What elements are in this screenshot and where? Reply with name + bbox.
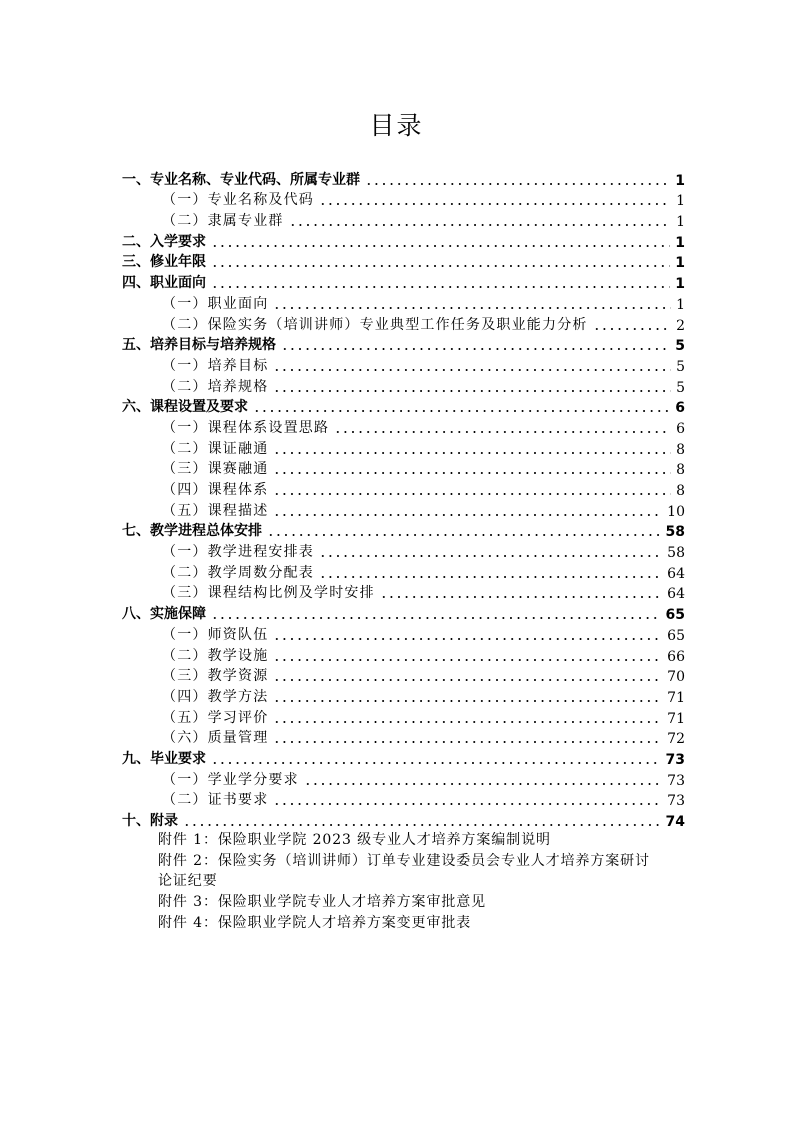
toc-entry-subsection[interactable]: [0, 416, 793, 437]
toc-entry-page-number: 65: [665, 607, 685, 624]
toc-dot-leader: [304, 772, 662, 786]
toc-entry-page-number: 5: [676, 379, 685, 396]
toc-entry-label: 五、培养目标与培养规格: [122, 337, 276, 354]
attachments-list: [0, 830, 793, 933]
toc-entry-subsection[interactable]: [0, 458, 793, 479]
toc-entry-label: （二）隶属专业群: [162, 213, 284, 230]
toc-entry-page-number: 5: [676, 358, 685, 375]
toc-dot-leader: [211, 254, 670, 268]
toc-entry-subsection[interactable]: [0, 313, 793, 334]
toc-dot-leader: [267, 523, 661, 537]
toc-entry-page-number: 72: [667, 731, 685, 748]
toc-entry-page-number: 70: [667, 669, 685, 686]
toc-entry-page-number: 1: [675, 172, 685, 189]
toc-entry-label: （二）证书要求: [162, 792, 269, 809]
toc-dot-leader: [319, 565, 662, 579]
attachment-text: 附件 1：保险职业学院 2023 级专业人才培养方案编制说明: [158, 832, 551, 848]
toc-dot-leader: [365, 172, 670, 186]
toc-entry-section[interactable]: [0, 747, 793, 768]
toc-entry-subsection[interactable]: [0, 375, 793, 396]
toc-entry-page-number: 71: [667, 689, 685, 706]
toc-entry-label: （五）课程描述: [162, 502, 269, 519]
toc-entry-label: 十、附录: [122, 813, 178, 829]
toc-entry-subsection[interactable]: [0, 189, 793, 210]
toc-dot-leader: [273, 461, 671, 475]
toc-entry-label: 一、专业名称、专业代码、所属专业群: [122, 171, 360, 188]
toc-entry-subsection[interactable]: [0, 685, 793, 706]
toc-entry-page-number: 6: [675, 400, 685, 417]
toc-entry-page-number: 8: [676, 483, 685, 499]
toc-entry-section[interactable]: [0, 809, 793, 830]
toc-entry-page-number: 10: [667, 503, 685, 520]
toc-entry-page-number: 1: [676, 214, 685, 231]
toc-dot-leader: [273, 730, 662, 744]
toc-entry-subsection[interactable]: [0, 292, 793, 313]
attachment-item[interactable]: [158, 892, 685, 913]
toc-dot-leader: [319, 192, 671, 206]
toc-dot-leader: [211, 751, 661, 765]
toc-dot-leader: [211, 606, 661, 620]
toc-entry-label: （一）专业名称及代码: [162, 192, 314, 209]
toc-entry-subsection[interactable]: [0, 789, 793, 810]
toc-dot-leader: [273, 482, 671, 496]
toc-entry-page-number: 71: [667, 710, 685, 727]
toc-entry-subsection[interactable]: [0, 727, 793, 748]
toc-entry-label: 九、毕业要求: [122, 750, 206, 767]
toc-entry-page-number: 1: [675, 276, 685, 293]
toc-dot-leader: [273, 710, 662, 724]
toc-dot-leader: [211, 275, 670, 289]
toc-dot-leader: [289, 213, 671, 227]
attachment-text: 论证纪要: [158, 873, 218, 890]
toc-entry-section[interactable]: [0, 230, 793, 251]
toc-entry-section[interactable]: [0, 602, 793, 623]
attachment-item[interactable]: [158, 913, 685, 934]
toc-entry-page-number: 1: [676, 193, 685, 210]
toc-dot-leader: [273, 379, 671, 393]
attachment-text: 附件 3：保险职业学院专业人才培养方案审批意见: [158, 894, 487, 911]
toc-dot-leader: [273, 792, 662, 806]
toc-entry-page-number: 64: [667, 586, 685, 603]
toc-dot-leader: [273, 503, 662, 517]
toc-entry-section[interactable]: [0, 520, 793, 541]
page-title: 目录: [369, 111, 424, 140]
attachment-text: 附件 2：保险实务（培训讲师）订单专业建设委员会专业人才培养方案研讨: [158, 852, 650, 869]
toc-entry-label: （二）保险实务（培训讲师）专业典型工作任务及职业能力分析: [162, 316, 588, 333]
toc-entry-page-number: 74: [665, 814, 685, 830]
attachment-text: 附件 4：保险职业学院人才培养方案变更审批表: [158, 914, 472, 931]
toc-entry-label: （一）教学进程安排表: [162, 544, 314, 561]
toc-entry-label: （一）学业学分要求: [162, 771, 299, 788]
toc-entry-label: 八、实施保障: [122, 606, 206, 623]
toc-entry-page-number: 2: [676, 317, 685, 334]
toc-entry-subsection[interactable]: [0, 499, 793, 520]
toc-entry-label: 六、课程设置及要求: [122, 399, 248, 416]
toc-entry-subsection[interactable]: [0, 540, 793, 561]
toc-dot-leader: [273, 358, 671, 372]
table-of-contents: [0, 168, 793, 933]
toc-entry-page-number: 1: [675, 255, 685, 272]
toc-entry-page-number: 8: [676, 462, 685, 479]
toc-entry-page-number: 5: [675, 338, 685, 355]
toc-entry-subsection[interactable]: [0, 623, 793, 644]
toc-entry-label: 四、职业面向: [122, 275, 206, 292]
toc-entry-section[interactable]: [0, 396, 793, 417]
toc-entry-page-number: 58: [665, 524, 685, 541]
toc-entry-subsection[interactable]: [0, 437, 793, 458]
toc-entry-subsection[interactable]: [0, 644, 793, 665]
toc-entry-page-number: 6: [676, 420, 685, 437]
toc-entry-label: （一）职业面向: [162, 295, 269, 312]
toc-entry-label: （三）课程结构比例及学时安排: [162, 585, 375, 602]
toc-entry-subsection[interactable]: [0, 768, 793, 789]
toc-entry-label: （一）培养目标: [162, 357, 269, 374]
toc-dot-leader: [319, 544, 662, 558]
toc-entry-section[interactable]: [0, 168, 793, 189]
toc-dot-leader: [273, 441, 671, 455]
toc-entry-label: （三）课赛融通: [162, 461, 269, 478]
toc-dot-leader: [183, 813, 661, 827]
toc-entry-page-number: 65: [667, 627, 685, 644]
toc-entry-subsection[interactable]: [0, 478, 793, 499]
toc-entry-page-number: 1: [676, 296, 685, 313]
toc-entry-subsection[interactable]: [0, 209, 793, 230]
toc-entry-section[interactable]: [0, 334, 793, 355]
toc-entry-page-number: 58: [667, 545, 685, 562]
toc-entry-label: （二）教学设施: [162, 647, 269, 664]
toc-entry-subsection[interactable]: [0, 706, 793, 727]
toc-dot-leader: [334, 420, 671, 434]
toc-entry-page-number: 73: [667, 772, 685, 789]
toc-entry-label: （三）教学资源: [162, 668, 269, 685]
toc-entry-label: 二、入学要求: [122, 233, 206, 250]
toc-entry-label: （四）课程体系: [162, 482, 269, 498]
toc-entry-label: （四）教学方法: [162, 688, 269, 705]
toc-entry-subsection[interactable]: [0, 665, 793, 686]
toc-dot-leader: [253, 399, 670, 413]
toc-entry-section[interactable]: [0, 251, 793, 272]
toc-entry-label: （五）学习评价: [162, 709, 269, 726]
toc-entry-label: 七、教学进程总体安排: [122, 523, 262, 540]
toc-entry-label: （六）质量管理: [162, 730, 269, 747]
toc-entry-page-number: 73: [665, 751, 685, 768]
toc-entry-label: 三、修业年限: [122, 254, 206, 271]
toc-dot-leader: [273, 689, 662, 703]
toc-entry-label: （一）课程体系设置思路: [162, 419, 330, 436]
toc-entry-label: （二）教学周数分配表: [162, 564, 314, 581]
toc-dot-leader: [380, 585, 662, 599]
toc-dot-leader: [281, 337, 670, 351]
toc-entry-label: （二）课证融通: [162, 440, 269, 457]
toc-entry-label: （一）师资队伍: [162, 626, 269, 643]
toc-entry-page-number: 1: [675, 234, 685, 251]
toc-dot-leader: [593, 317, 671, 331]
toc-entry-page-number: 8: [676, 441, 685, 458]
toc-entry-page-number: 73: [667, 793, 685, 810]
toc-entry-subsection[interactable]: [0, 561, 793, 582]
toc-entry-page-number: 66: [667, 648, 685, 665]
toc-entry-page-number: 64: [667, 565, 685, 582]
toc-dot-leader: [273, 627, 662, 641]
toc-dot-leader: [273, 668, 662, 682]
toc-entry-section[interactable]: [0, 271, 793, 292]
toc-entry-subsection[interactable]: [0, 354, 793, 375]
toc-dot-leader: [273, 648, 662, 662]
toc-entry-label: （二）培养规格: [162, 378, 269, 395]
toc-entry-subsection[interactable]: [0, 582, 793, 603]
toc-dot-leader: [273, 296, 671, 310]
attachment-item[interactable]: [158, 851, 685, 892]
toc-dot-leader: [211, 234, 670, 248]
attachment-item[interactable]: [158, 830, 685, 851]
